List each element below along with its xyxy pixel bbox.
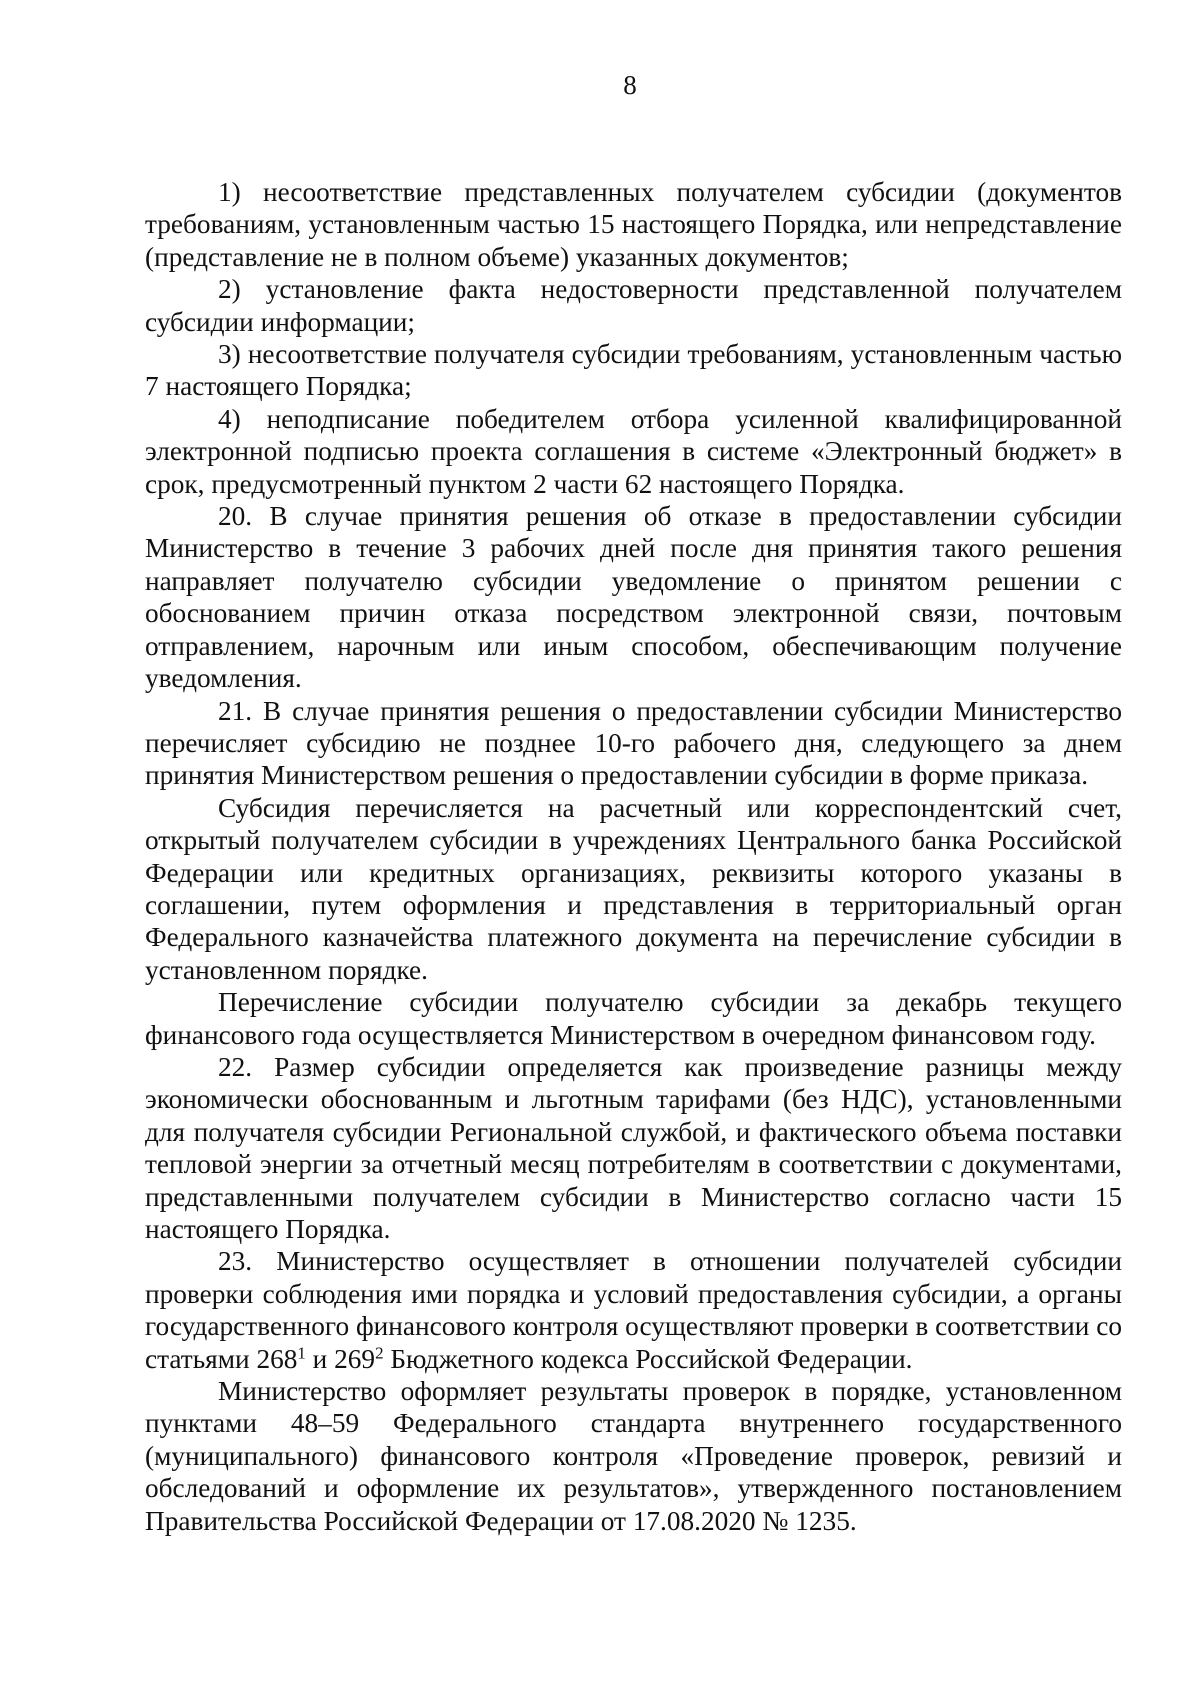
paragraph-20: 20. В случае принятия решения об отказе в предоставлении субсидии Министерство в течение 3 рабочих дней после дня принятия такого решения направляет получателю субсидии уведомление о принятом решении с обоснованием причин отказа посредством электронной связи, почтовым отправлением, нарочным или иным способом, обеспечивающим получение уведомления.	[145, 501, 1122, 694]
paragraph-23-text-end: Бюджетного кодекса Российской Федерации.	[383, 1343, 913, 1374]
paragraph-23-text-start: 23. Министерство осуществляет в отношении получателей субсидии проверки соблюдения ими порядка и условий предоставления субсидии, а органы государственного финансового контроля осуществляют проверки в соответствии со статьями	[145, 1246, 1122, 1374]
page-number: 8	[623, 70, 637, 100]
paragraph-21: 21. В случае принятия решения о предоставлении субсидии Министерство перечисляет субсидию не позднее 10-го рабочего дня, следующего за днем принятия Министерством решения о предоставлении субсидии в форме приказа.	[145, 695, 1122, 791]
paragraph-item-3: 3) несоответствие получателя субсидии требованиям, установленным частью 7 настоящего Порядка;	[145, 339, 1122, 402]
article-268-superscript: 1	[297, 1343, 306, 1363]
paragraph-21-transfer: Субсидия перечисляется на расчетный или корреспондентский счет, открытый получателем субсидии в учреждениях Центрального банка Российской Федерации или кредитных организациях, реквизиты которого указаны в соглашении, путем оформления и представления в территориальный орган Федерального казначейства платежного документа на перечисление субсидии в установленном порядке.	[145, 792, 1122, 985]
paragraph-item-2: 2) установление факта недостоверности представленной получателем субсидии информации;	[145, 274, 1122, 337]
document-body	[145, 176, 1122, 1537]
budget-code-article-268: 268	[256, 1343, 298, 1374]
paragraph-22: 22. Размер субсидии определяется как произведение разницы между экономически обоснованным и льготным тарифами (без НДС), установленными для получателя субсидии Региональной службой, и фактического объема поставки тепловой энергии за отчетный месяц потребителям в соответствии с документами, представленными получателем субсидии в Министерство согласно части 15 настоящего Порядка.	[145, 1051, 1122, 1244]
budget-code-article-269: 269	[334, 1343, 376, 1374]
paragraph-item-1: 1) несоответствие представленных получателем субсидии (документов требованиям, установленным частью 15 настоящего Порядка, или непредставление (представление не в полном объеме) указанных документов;	[145, 177, 1122, 272]
paragraph-inspection-results: Министерство оформляет результаты проверок в порядке, установленном пунктами 48–59 Федерального стандарта внутреннего государственного (муниципального) финансового контроля «Проведение проверок, ревизий и обследований и оформление их результатов», утвержденного постановлением Правительства Российской Федерации от 17.08.2020 № 1235.	[145, 1376, 1122, 1536]
article-269-superscript: 2	[375, 1343, 384, 1363]
paragraph-23-conjunction: и	[305, 1343, 335, 1374]
paragraph-23	[145, 1245, 1122, 1375]
paragraph-item-4: 4) неподписание победителем отбора усиленной квалифицированной электронной подписью проекта соглашения в системе «Электронный бюджет» в срок, предусмотренный пунктом 2 части 62 настоящего Порядка.	[145, 403, 1122, 499]
paragraph-21-december: Перечисление субсидии получателю субсидии за декабрь текущего финансового года осуществляется Министерством в очередном финансовом году.	[145, 987, 1122, 1050]
